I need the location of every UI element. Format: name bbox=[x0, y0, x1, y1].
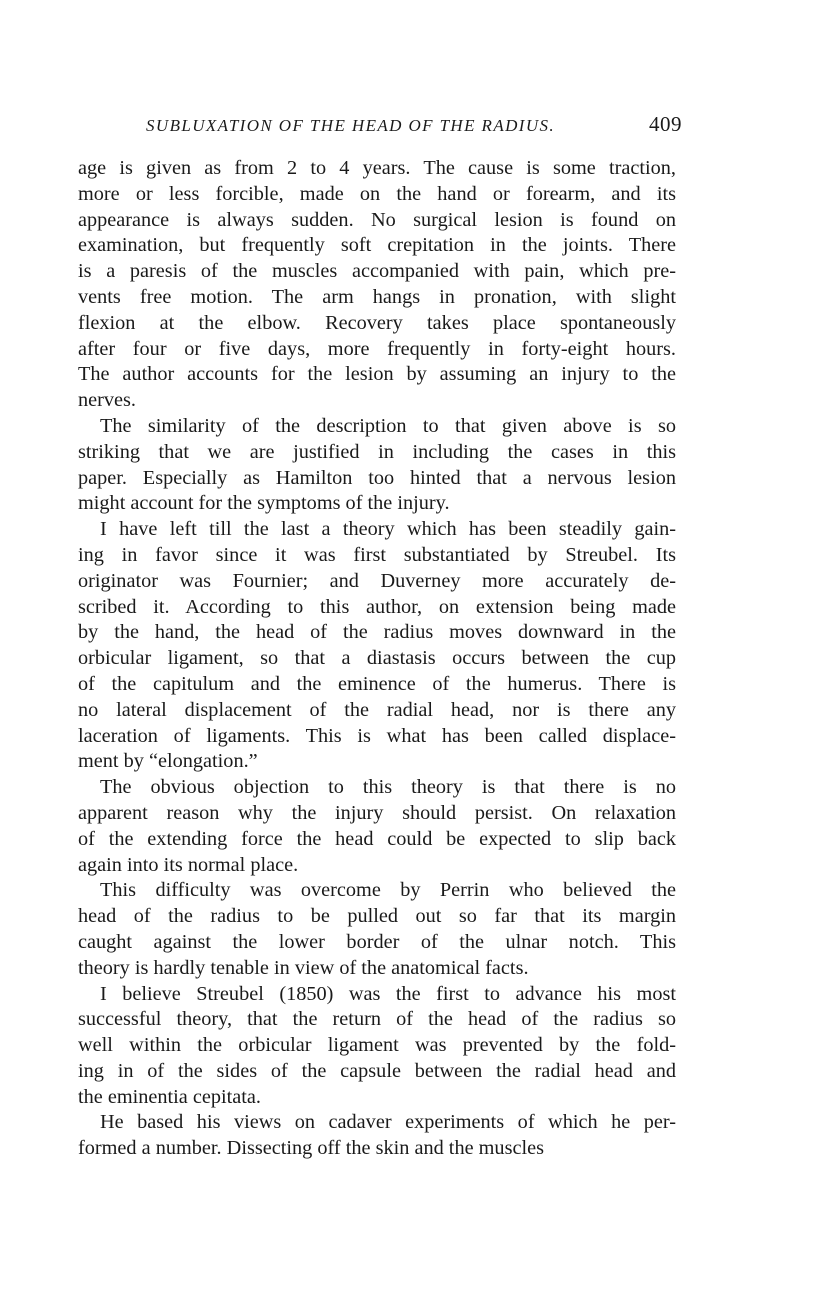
text-line: ment by “elongation.” bbox=[78, 750, 258, 773]
text-line: The author accounts for the lesion by assuming an injury to the bbox=[78, 363, 676, 386]
text-line: This difficulty was overcome by Perrin who believed the bbox=[100, 879, 676, 902]
text-line: no lateral displacement of the radial head, nor is there any bbox=[78, 698, 676, 721]
text-line: The obvious objection to this theory is that there is no bbox=[100, 776, 676, 799]
text-line: flexion at the elbow. Recovery takes place spontaneously bbox=[78, 311, 676, 334]
text-line: again into its normal place. bbox=[78, 853, 299, 876]
text-line: more or less forcible, made on the hand or forearm, and its bbox=[78, 182, 676, 205]
running-head bbox=[146, 112, 682, 142]
text-line: formed a number. Dissecting off the skin and the muscles bbox=[78, 1137, 544, 1160]
text-line: the eminentia cepitata. bbox=[78, 1085, 262, 1108]
text-line: ing in favor since it was first substantiated by Streubel. Its bbox=[78, 543, 676, 566]
paragraph bbox=[78, 982, 676, 1111]
text-line: nerves. bbox=[78, 389, 137, 412]
text-line: after four or five days, more frequently in forty-eight hours. bbox=[78, 337, 676, 360]
text-line: age is given as from 2 to 4 years. The cause is some traction, bbox=[78, 157, 676, 179]
paragraph bbox=[78, 517, 676, 775]
text-line: might account for the symptoms of the injury. bbox=[78, 492, 450, 515]
text-line: apparent reason why the injury should persist. On relaxation bbox=[78, 801, 676, 824]
text-line: of the capitulum and the eminence of the humerus. There is bbox=[78, 672, 676, 695]
text-line: appearance is always sudden. No surgical lesion is found on bbox=[78, 208, 676, 231]
text-line: He based his views on cadaver experiments of which he per- bbox=[100, 1111, 676, 1134]
text-line: I have left till the last a theory which has been steadily gain- bbox=[100, 518, 676, 541]
text-line: ing in of the sides of the capsule between the radial head and bbox=[78, 1059, 676, 1082]
text-line: laceration of ligaments. This is what has been called displace- bbox=[78, 724, 676, 747]
text-line: theory is hardly tenable in view of the anatomical facts. bbox=[78, 956, 529, 979]
text-line: striking that we are justified in including the cases in this bbox=[78, 440, 676, 463]
paragraph bbox=[78, 1110, 676, 1162]
running-title: SUBLUXATION OF THE HEAD OF THE RADIUS. bbox=[146, 116, 556, 135]
paragraph bbox=[78, 878, 676, 981]
page-number: 409 bbox=[649, 112, 682, 136]
text-line: originator was Fournier; and Duverney more accurately de- bbox=[78, 569, 676, 592]
text-line: orbicular ligament, so that a diastasis occurs between the cup bbox=[78, 647, 676, 670]
text-line: well within the orbicular ligament was prevented by the fold- bbox=[78, 1034, 676, 1057]
body-text bbox=[78, 156, 676, 1162]
text-line: vents free motion. The arm hangs in pronation, with slight bbox=[78, 285, 676, 308]
paragraph bbox=[78, 156, 676, 414]
text-line: I believe Streubel (1850) was the first to advance his most bbox=[100, 982, 676, 1005]
text-line: caught against the lower border of the ulnar notch. This bbox=[78, 930, 676, 953]
text-line: by the hand, the head of the radius moves downward in the bbox=[78, 621, 676, 644]
paragraph bbox=[78, 414, 676, 517]
text-line: paper. Especially as Hamilton too hinted that a nervous lesion bbox=[78, 466, 676, 489]
text-line: scribed it. According to this author, on extension being made bbox=[78, 595, 676, 618]
text-line: successful theory, that the return of the head of the radius so bbox=[78, 1008, 676, 1031]
text-line: of the extending force the head could be expected to slip back bbox=[78, 827, 676, 850]
text-line: examination, but frequently soft crepitation in the joints. There bbox=[78, 234, 676, 257]
text-line: The similarity of the description to that given above is so bbox=[100, 414, 676, 437]
text-line: is a paresis of the muscles accompanied with pain, which pre- bbox=[78, 260, 676, 283]
text-line: head of the radius to be pulled out so far that its margin bbox=[78, 905, 676, 928]
paragraph bbox=[78, 775, 676, 878]
